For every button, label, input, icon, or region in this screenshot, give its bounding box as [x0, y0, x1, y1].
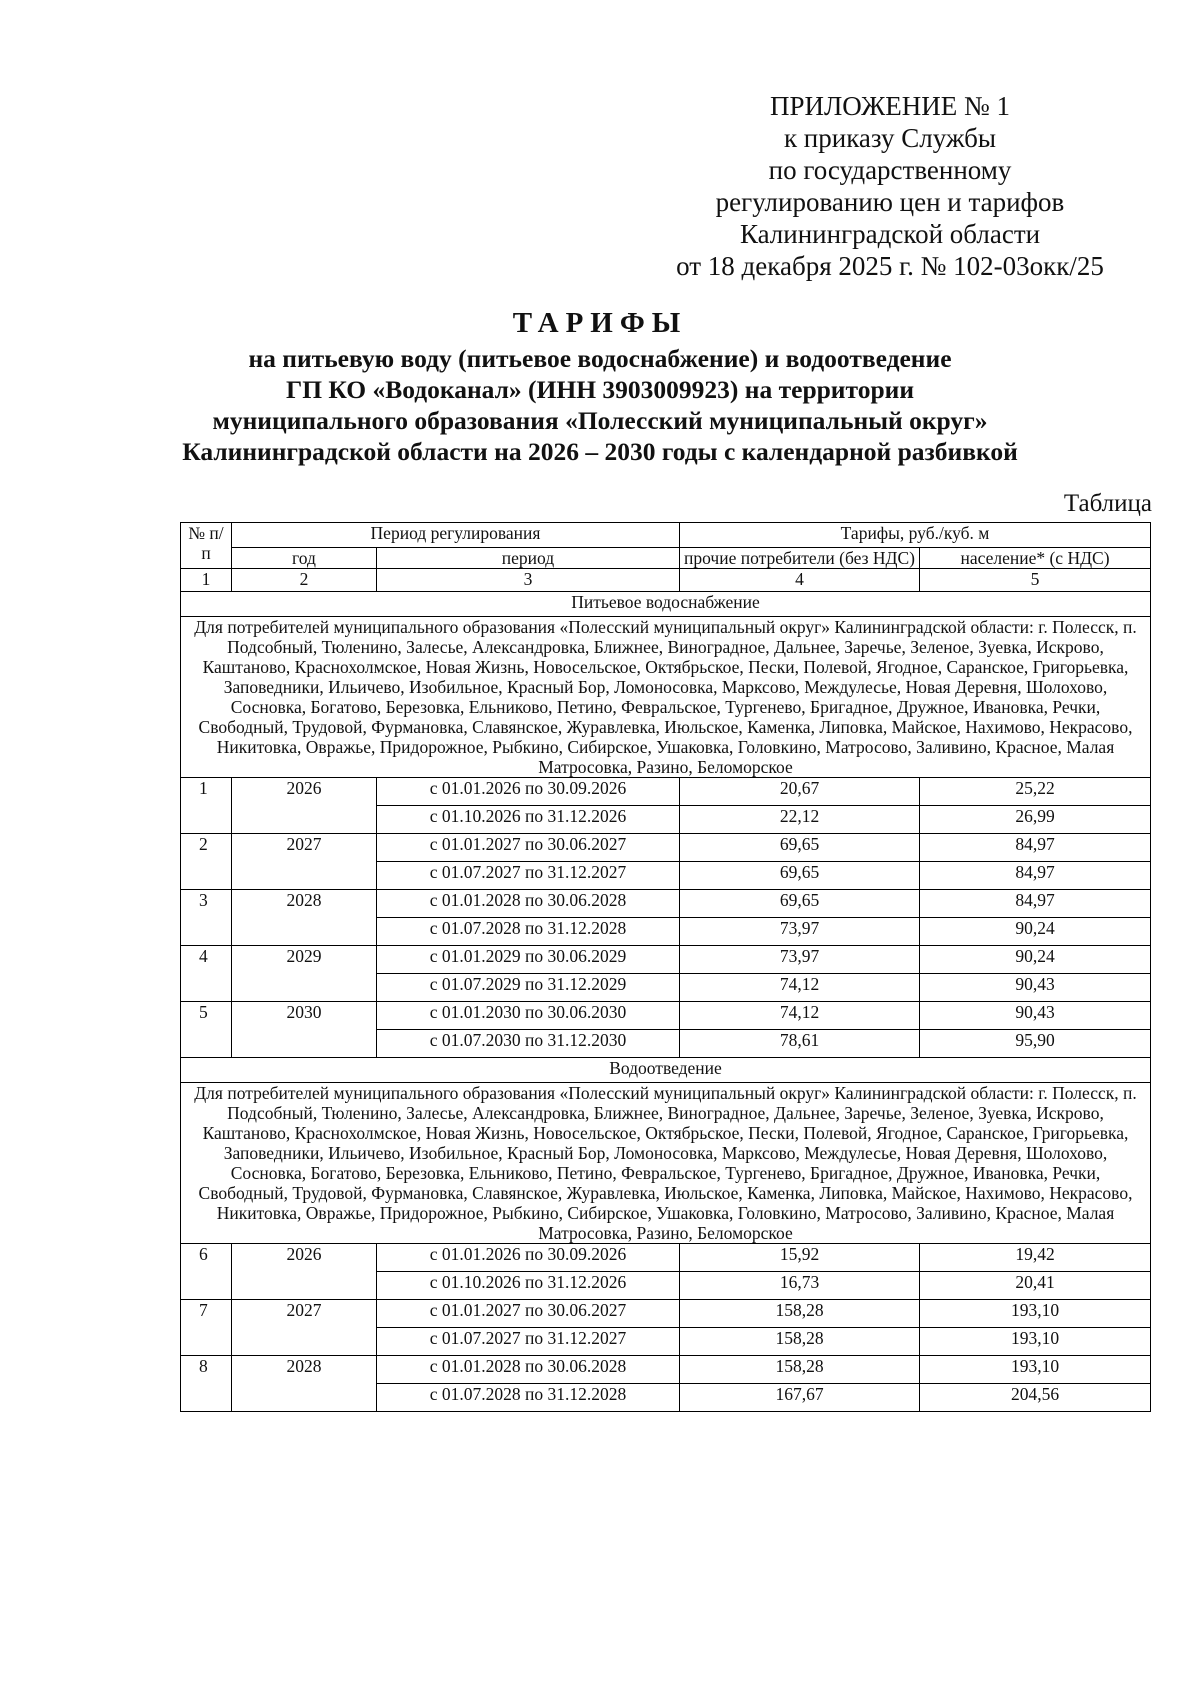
- row-period: с 01.07.2028 по 31.12.2028: [377, 918, 680, 946]
- row-year: 2027: [232, 1300, 377, 1328]
- header-population: население* (с НДС): [920, 548, 1151, 569]
- column-number: 3: [377, 569, 680, 592]
- row-tariff-population: 20,41: [920, 1272, 1151, 1300]
- row-number: [181, 1328, 232, 1356]
- header-period: период: [377, 548, 680, 569]
- row-tariff-other: 78,61: [680, 1030, 920, 1058]
- row-tariff-other: 73,97: [680, 946, 920, 974]
- section-title-row: [181, 1058, 1151, 1083]
- table-row: [181, 1244, 1151, 1272]
- header-row: [181, 523, 1151, 548]
- row-tariff-other: 74,12: [680, 1002, 920, 1030]
- row-number: [181, 862, 232, 890]
- table-row: [181, 1272, 1151, 1300]
- column-number: 2: [232, 569, 377, 592]
- row-period: с 01.07.2029 по 31.12.2029: [377, 974, 680, 1002]
- row-tariff-population: 84,97: [920, 890, 1151, 918]
- title-line: муниципального образования «Полесский муниципальный округ»: [212, 406, 988, 435]
- table-row: [181, 974, 1151, 1002]
- row-year: [232, 1272, 377, 1300]
- row-year: 2029: [232, 946, 377, 974]
- row-year: [232, 918, 377, 946]
- row-year: [232, 974, 377, 1002]
- row-tariff-population: 204,56: [920, 1384, 1151, 1412]
- row-tariff-population: 19,42: [920, 1244, 1151, 1272]
- row-tariff-other: 74,12: [680, 974, 920, 1002]
- row-tariff-population: 90,24: [920, 946, 1151, 974]
- row-tariff-other: 167,67: [680, 1384, 920, 1412]
- row-period: с 01.07.2028 по 31.12.2028: [377, 1384, 680, 1412]
- row-number: 8: [181, 1356, 232, 1384]
- row-period: с 01.01.2026 по 30.09.2026: [377, 1244, 680, 1272]
- row-tariff-population: 25,22: [920, 778, 1151, 806]
- table-row: [181, 1356, 1151, 1384]
- tariffs-table-body: [181, 523, 1151, 1412]
- table-row: [181, 1384, 1151, 1412]
- row-number: [181, 974, 232, 1002]
- row-tariff-other: 158,28: [680, 1356, 920, 1384]
- table-row: [181, 1030, 1151, 1058]
- row-period: с 01.01.2027 по 30.06.2027: [377, 1300, 680, 1328]
- row-tariff-other: 69,65: [680, 862, 920, 890]
- row-tariff-population: 193,10: [920, 1356, 1151, 1384]
- row-year: [232, 1328, 377, 1356]
- row-tariff-population: 90,43: [920, 974, 1151, 1002]
- table-row: [181, 1300, 1151, 1328]
- row-number: 4: [181, 946, 232, 974]
- table-row: [181, 806, 1151, 834]
- row-number: [181, 1384, 232, 1412]
- row-tariff-other: 22,12: [680, 806, 920, 834]
- subheader-row: [181, 548, 1151, 569]
- table-row: [181, 1328, 1151, 1356]
- row-period: с 01.07.2027 по 31.12.2027: [377, 862, 680, 890]
- header-other-consumers: прочие потребители (без НДС): [680, 548, 920, 569]
- row-period: с 01.01.2029 по 30.06.2029: [377, 946, 680, 974]
- row-number: 3: [181, 890, 232, 918]
- section-area-row: [181, 1083, 1151, 1244]
- section-title-row: [181, 592, 1151, 617]
- appendix-line: по государственному: [768, 155, 1012, 185]
- row-year: 2027: [232, 834, 377, 862]
- tariffs-table: [180, 522, 1151, 1412]
- row-number: 6: [181, 1244, 232, 1272]
- row-year: [232, 1030, 377, 1058]
- row-number: 1: [181, 778, 232, 806]
- header-tariffs: Тарифы, руб./куб. м: [680, 523, 1151, 548]
- row-period: с 01.01.2027 по 30.06.2027: [377, 834, 680, 862]
- row-tariff-other: 158,28: [680, 1328, 920, 1356]
- table-row: [181, 890, 1151, 918]
- document-title: [150, 305, 1050, 467]
- table-caption: Таблица: [1063, 490, 1152, 517]
- row-number: 5: [181, 1002, 232, 1030]
- section-area-row: [181, 617, 1151, 778]
- row-tariff-other: 69,65: [680, 890, 920, 918]
- column-number: 4: [680, 569, 920, 592]
- row-tariff-population: 84,97: [920, 834, 1151, 862]
- row-tariff-other: 73,97: [680, 918, 920, 946]
- row-period: с 01.10.2026 по 31.12.2026: [377, 806, 680, 834]
- row-year: 2030: [232, 1002, 377, 1030]
- appendix-line: Калининградской области: [739, 219, 1041, 249]
- header-period-regulation: Период регулирования: [232, 523, 680, 548]
- section-title: Водоотведение: [181, 1058, 1151, 1083]
- header-year: год: [232, 548, 377, 569]
- section-area-description: Для потребителей муниципального образования «Полесский муниципальный округ» Калининградской области: г. Полесск, п. Подсобный, Тюленино, Залесье, Александровка, Ближнее, Виноградное, Дальнее, Заречье, Зеленое, Зуевка, Искрово, Каштаново, Краснохолмское, Новая Жизнь, Новосельское, Октябрьское, Пески, Полевой, Ягодное, Саранское, Григорьевка, Заповедники, Ильичево, Изобильное, Красный Бор, Ломоносовка, Марксово, Междулесье, Новая Деревня, Шолохово, Сосновка, Богатово, Березовка, Ельниково, Петино, Февральское, Тургенево, Бригадное, Дружное, Ивановка, Речки, Свободный, Трудовой, Фурмановка, Славянское, Журавлевка, Июльское, Каменка, Липовка, Майское, Нахимово, Некрасово, Никитовка, Овражье, Придорожное, Рыбкино, Сибирское, Ушаковка, Головкино, Матросово, Заливино, Красное, Малая Матросовка, Разино, Беломорское: [181, 1083, 1151, 1244]
- title-main: ТАРИФЫ: [512, 307, 688, 339]
- row-tariff-other: 16,73: [680, 1272, 920, 1300]
- row-period: с 01.01.2030 по 30.06.2030: [377, 1002, 680, 1030]
- row-tariff-population: 90,24: [920, 918, 1151, 946]
- title-line: Калининградской области на 2026 – 2030 годы с календарной разбивкой: [182, 437, 1018, 466]
- row-tariff-population: 26,99: [920, 806, 1151, 834]
- section-area-description: Для потребителей муниципального образования «Полесский муниципальный округ» Калининградской области: г. Полесск, п. Подсобный, Тюленино, Залесье, Александровка, Ближнее, Виноградное, Дальнее, Заречье, Зеленое, Зуевка, Искрово, Каштаново, Краснохолмское, Новая Жизнь, Новосельское, Октябрьское, Пески, Полевой, Ягодное, Саранское, Григорьевка, Заповедники, Ильичево, Изобильное, Красный Бор, Ломоносовка, Марксово, Междулесье, Новая Деревня, Шолохово, Сосновка, Богатово, Березовка, Ельниково, Петино, Февральское, Тургенево, Бригадное, Дружное, Ивановка, Речки, Свободный, Трудовой, Фурмановка, Славянское, Журавлевка, Июльское, Каменка, Липовка, Майское, Нахимово, Некрасово, Никитовка, Овражье, Придорожное, Рыбкино, Сибирское, Ушаковка, Головкино, Матросово, Заливино, Красное, Малая Матросовка, Разино, Беломорское: [181, 617, 1151, 778]
- appendix-line: от 18 декабря 2025 г. № 102-03окк/25: [676, 251, 1104, 281]
- table-row: [181, 1002, 1151, 1030]
- row-tariff-other: 15,92: [680, 1244, 920, 1272]
- row-tariff-population: 193,10: [920, 1300, 1151, 1328]
- row-number: [181, 1272, 232, 1300]
- row-period: с 01.07.2027 по 31.12.2027: [377, 1328, 680, 1356]
- row-period: с 01.01.2026 по 30.09.2026: [377, 778, 680, 806]
- row-period: с 01.01.2028 по 30.06.2028: [377, 1356, 680, 1384]
- column-number: 1: [181, 569, 232, 592]
- table-row: [181, 862, 1151, 890]
- row-tariff-other: 69,65: [680, 834, 920, 862]
- title-line: ГП КО «Водоканал» (ИНН 3903009923) на территории: [285, 375, 915, 404]
- appendix-line: регулированию цен и тарифов: [715, 187, 1065, 217]
- row-number: [181, 918, 232, 946]
- appendix-header: [640, 90, 1140, 282]
- table-row: [181, 778, 1151, 806]
- column-number-row: [181, 569, 1151, 592]
- row-tariff-other: 158,28: [680, 1300, 920, 1328]
- table-row: [181, 946, 1151, 974]
- row-year: 2026: [232, 1244, 377, 1272]
- row-tariff-population: 84,97: [920, 862, 1151, 890]
- row-year: [232, 862, 377, 890]
- row-number: 2: [181, 834, 232, 862]
- table-row: [181, 834, 1151, 862]
- row-year: 2028: [232, 890, 377, 918]
- title-line: на питьевую воду (питьевое водоснабжение) и водоотведение: [248, 344, 952, 373]
- row-tariff-population: 193,10: [920, 1328, 1151, 1356]
- appendix-line: к приказу Службы: [783, 123, 997, 153]
- row-year: 2028: [232, 1356, 377, 1384]
- row-tariff-population: 95,90: [920, 1030, 1151, 1058]
- row-number: 7: [181, 1300, 232, 1328]
- column-number: 5: [920, 569, 1151, 592]
- section-title: Питьевое водоснабжение: [181, 592, 1151, 617]
- row-tariff-population: 90,43: [920, 1002, 1151, 1030]
- row-year: 2026: [232, 778, 377, 806]
- table-row: [181, 918, 1151, 946]
- row-number: [181, 1030, 232, 1058]
- row-year: [232, 1384, 377, 1412]
- appendix-line: ПРИЛОЖЕНИЕ № 1: [769, 91, 1011, 121]
- row-period: с 01.07.2030 по 31.12.2030: [377, 1030, 680, 1058]
- row-period: с 01.10.2026 по 31.12.2026: [377, 1272, 680, 1300]
- row-period: с 01.01.2028 по 30.06.2028: [377, 890, 680, 918]
- row-tariff-other: 20,67: [680, 778, 920, 806]
- row-year: [232, 806, 377, 834]
- row-number: [181, 806, 232, 834]
- header-no: № п/п: [181, 523, 232, 569]
